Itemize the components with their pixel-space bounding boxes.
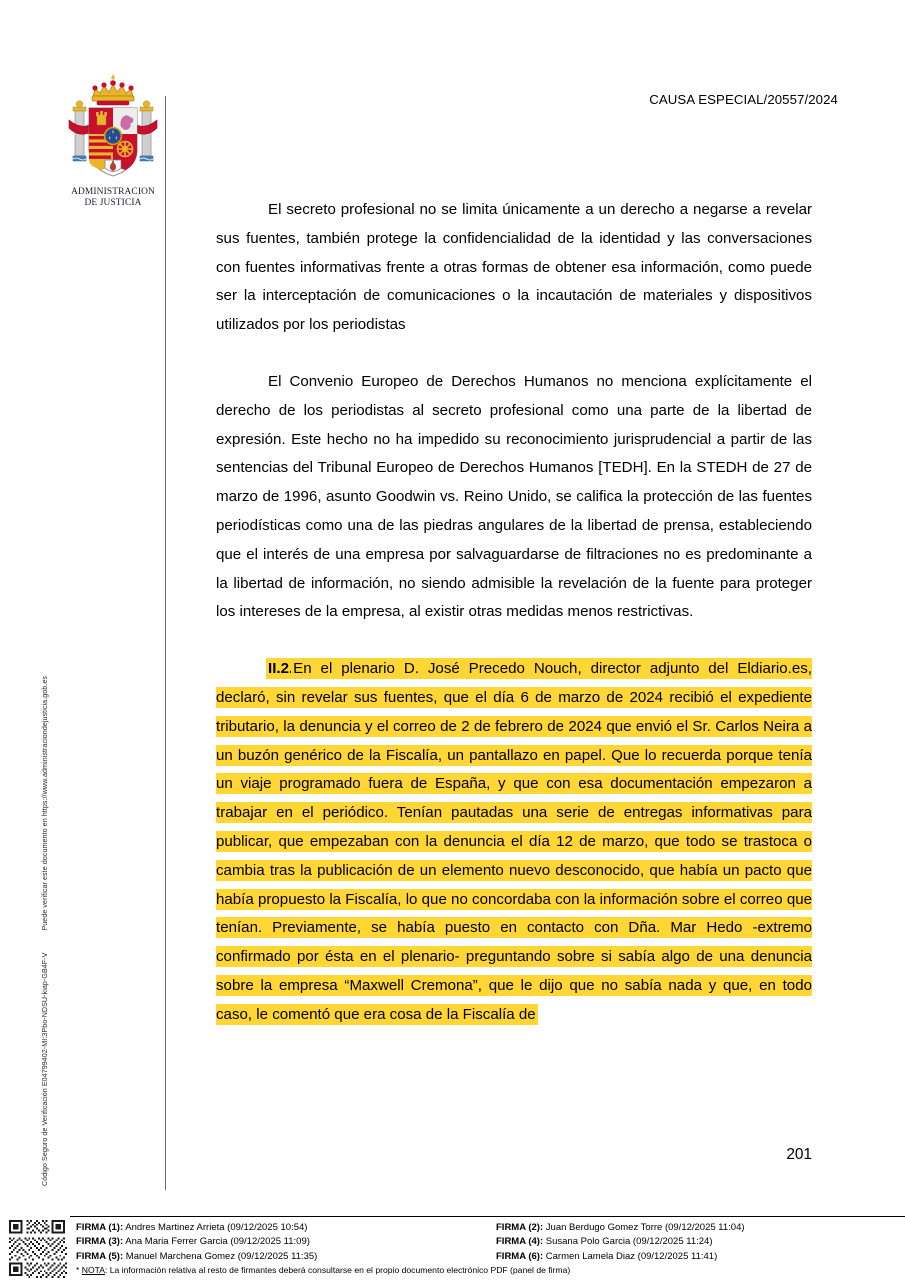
footer-note-prefix: * xyxy=(76,1265,82,1275)
paragraph-text: El secreto profesional no se limita únicamente a un derecho a negarse a revelar sus fuentes, también protege la confidencialidad de la identidad y las conversaciones con fuentes informativas frente a otras formas de obtener esa información, como puede ser la interceptación de comunicaciones o la incautación de materiales y dispositivos utilizados por los periodistas xyxy=(216,201,812,334)
signature-value: Ana Maria Ferrer Garcia (09/12/2025 11:09) xyxy=(123,1236,310,1248)
footer-signature-block xyxy=(0,1216,905,1280)
signature-label: FIRMA (1): xyxy=(76,1222,124,1233)
signature-label: FIRMA (6): xyxy=(496,1250,544,1262)
paragraph-convenio-europeo xyxy=(216,368,812,627)
paragraph-text: En el plenario D. José Precedo Nouch, director adjunto del Eldiario.es, declaró, sin revelar sus fuentes, que el día 6 de marzo de 2024 recibió el expediente tributario, la denuncia y el correo de 2 de febrero de 2024 que envió el Sr. Carlos Neira a un buzón genérico de la Fiscalía, un pantallazo en papel. Que lo recuerda porque tenía un viaje programado fuera de España, y que con esa documentación empezaron a trabajar en el periódico. Tenían pautadas una serie de entregas informativas para publicar, que empezaban con la denuncia el día 12 de marzo, que todo se trastoca o cambia tras la publicación de un elemento nuevo desconocido, que había un pacto que había propuesto la Fiscalía, lo que no concordaba con la información sobre el correo que tenían. Previamente, se había puesto en contacto con Dña. Mar Hedo -extremo confirmado por ésta en el plenario- preguntando sobre si sabía algo de una denuncia sobre la empresa “Maxwell Cremona”, que le dijo que no sabía nada y que, en todo caso, le comentó que era cosa de la Fiscalía de xyxy=(216,660,812,1023)
emblem-caption xyxy=(52,187,174,209)
signature-grid xyxy=(76,1221,905,1264)
footer-divider xyxy=(70,1216,905,1217)
footer-note-text: : La información relativa al resto de firmantes deberá consultarse en el propio documento electrónico PDF (panel de firma) xyxy=(104,1265,571,1275)
emblem-caption-line-1: ADMINISTRACION xyxy=(71,187,155,197)
spanish-coat-of-arms-icon xyxy=(61,74,165,186)
verification-strip xyxy=(0,0,49,1200)
paragraph-marker: II.2. xyxy=(268,660,294,678)
signature-entry-3 xyxy=(76,1235,488,1249)
signature-row xyxy=(76,1235,905,1249)
paragraph-secreto-profesional xyxy=(216,196,812,340)
paragraph-testimonio-precedo xyxy=(216,655,812,1029)
verification-code: E04799402-MI:3Pbo-NDSU-kiap-GB4F-V xyxy=(41,952,49,1087)
document-body xyxy=(216,196,812,1030)
signature-label: FIRMA (3): xyxy=(76,1236,124,1248)
verification-notice: Puede verificar este documento en https://www.administraciondejusticia.gob.es xyxy=(41,675,49,931)
emblem-caption-line-2: DE JUSTICIA xyxy=(84,197,142,208)
qr-code-icon xyxy=(6,1218,68,1278)
signature-value: Juan Berdugo Gomez Torre (09/12/2025 11:04) xyxy=(543,1222,745,1233)
signature-label: FIRMA (5): xyxy=(76,1250,124,1262)
signature-entry-6 xyxy=(488,1250,896,1264)
signature-entry-5 xyxy=(76,1250,488,1264)
signature-value: Andres Martinez Arrieta (09/12/2025 10:54) xyxy=(123,1222,308,1233)
signature-entry-2 xyxy=(488,1221,896,1235)
verification-label: Código Seguro de Verificación xyxy=(41,1088,49,1186)
masthead-divider xyxy=(165,96,166,1190)
signature-value: Susana Polo Garcia (09/12/2025 11:24) xyxy=(543,1236,713,1248)
footer-note-keyword: NOTA xyxy=(81,1265,105,1275)
case-header: CAUSA ESPECIAL/20557/2024 xyxy=(649,92,838,107)
footer-note xyxy=(76,1265,570,1276)
verification-strip-text xyxy=(41,6,49,1186)
signature-entry-1 xyxy=(76,1221,488,1235)
signature-label: FIRMA (4): xyxy=(496,1236,544,1248)
signature-label: FIRMA (2): xyxy=(496,1222,544,1233)
signature-row xyxy=(76,1221,905,1235)
signature-value: Carmen Lamela Diaz (09/12/2025 11:41) xyxy=(543,1250,718,1262)
signature-row xyxy=(76,1250,905,1264)
signature-value: Manuel Marchena Gomez (09/12/2025 11:35) xyxy=(123,1250,318,1262)
paragraph-text: El Convenio Europeo de Derechos Humanos no menciona explícitamente el derecho de los periodistas al secreto profesional como una parte de la libertad de expresión. Este hecho no ha impedido su reconocimiento jurisprudencial a partir de las sentencias del Tribunal Europeo de Derechos Humanos [TEDH]. En la STEDH de 27 de marzo de 1996, asunto Goodwin vs. Reino Unido, se califica la protección de las fuentes periodísticas como una de las piedras angulares de la libertad de prensa, estableciendo que el interés de una empresa por salvaguardarse de filtraciones no es predominante a la libertad de información, no siendo admisible la revelación de la fuente para proteger los intereses de la empresa, al existir otras medidas menos restrictivas. xyxy=(216,372,812,621)
page-number: 201 xyxy=(786,1146,812,1163)
signature-entry-4 xyxy=(488,1235,896,1249)
